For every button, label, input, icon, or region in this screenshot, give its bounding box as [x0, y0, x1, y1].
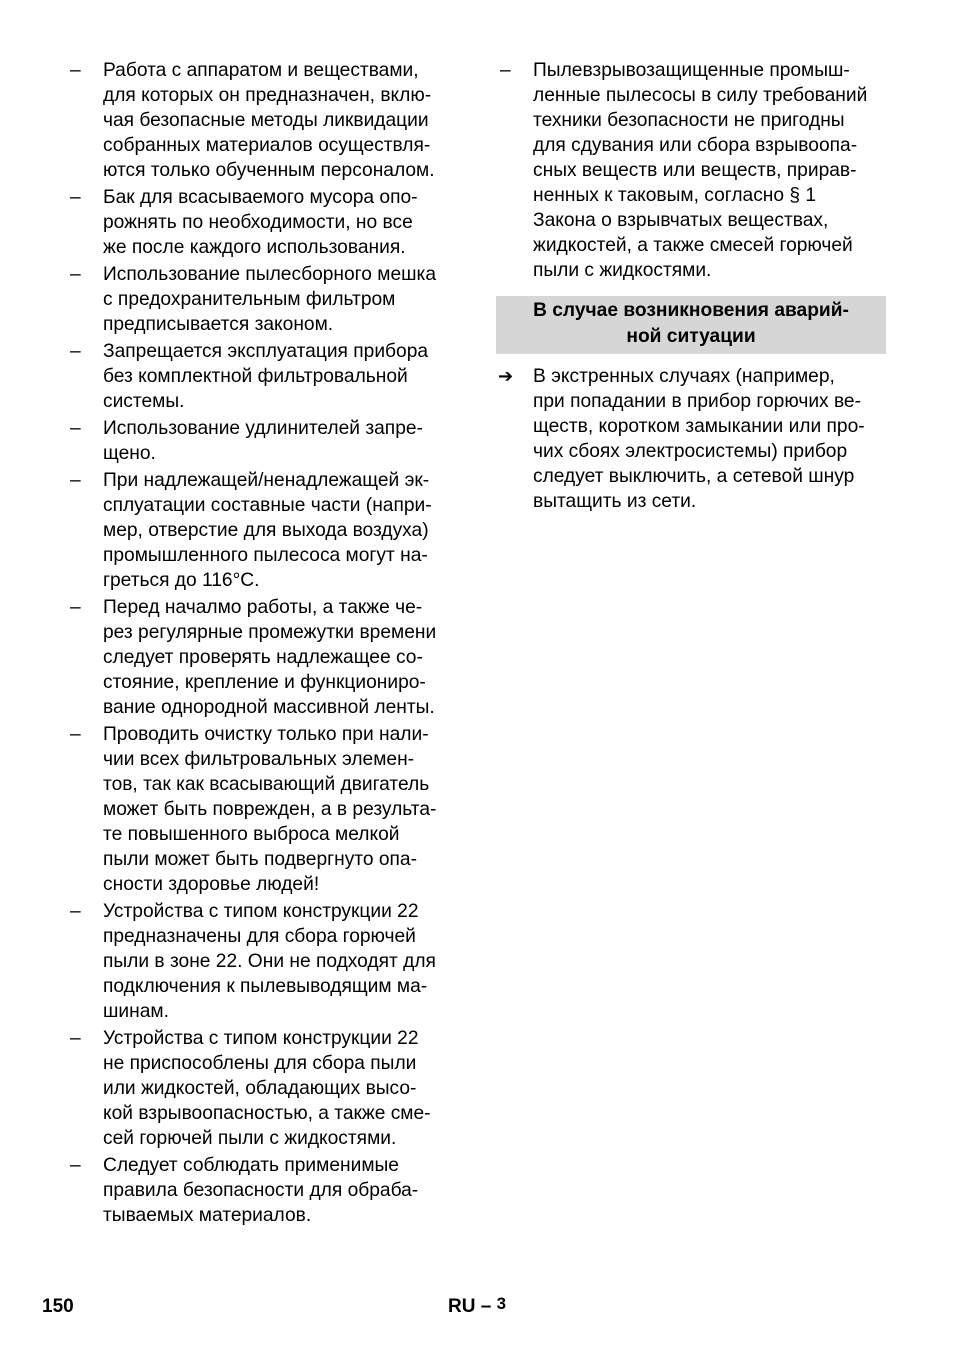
list-item [66, 468, 466, 593]
text-line: Закона о взрывчатых веществах, [533, 210, 829, 231]
text-line: греться до 116°C. [103, 570, 260, 591]
text-line: Пылевзрывозащищенные промыш- [533, 60, 850, 81]
text-line: Работа с аппаратом и веществами, [103, 60, 419, 81]
list-item [66, 416, 466, 466]
text-line: промышленного пылесоса могут на- [103, 545, 428, 566]
text-line: Бак для всасываемого мусора опо- [103, 187, 418, 208]
list-item-text [103, 722, 466, 897]
text-line: мер, отверстие для выхода воздуха) [103, 520, 429, 541]
instruction-item [496, 364, 888, 514]
list-item-text [103, 595, 466, 720]
text-line: собранных материалов осуществля- [103, 135, 431, 156]
text-line: не приспособлены для сбора пыли [103, 1053, 417, 1074]
dash-marker: – [70, 187, 81, 208]
text-line: ществ, коротком замыкании или про- [533, 416, 865, 437]
dash-marker: – [70, 60, 81, 81]
list-item-text [103, 58, 466, 183]
text-line: чих сбоях электросистемы) прибор [533, 441, 848, 462]
dash-marker: – [70, 341, 81, 362]
heading-line: В случае возникновения аварий- [533, 300, 849, 321]
text-line: Использование пылесборного мешка [103, 264, 436, 285]
list-item [66, 262, 466, 337]
list-item-text [103, 468, 466, 593]
section-heading [496, 296, 886, 354]
dash-marker: – [70, 1028, 81, 1049]
list-item-text [103, 1026, 466, 1151]
text-line: жидкостей, а также смесей горючей [533, 235, 853, 256]
list-item [66, 595, 466, 720]
list-item-text [533, 58, 888, 283]
text-line: вание однородной массивной ленты. [103, 697, 435, 718]
text-line: рожнять по необходимости, но все [103, 212, 413, 233]
text-line: сплуатации составные части (напри- [103, 495, 432, 516]
text-line: чии всех фильтровальных элемен- [103, 749, 415, 770]
text-line: или жидкостей, обладающих высо- [103, 1078, 417, 1099]
list-item [66, 899, 466, 1024]
text-line: сности здоровье людей! [103, 874, 320, 895]
text-line: техники безопасности не пригодны [533, 110, 845, 131]
section-page-number: 3 [496, 1294, 507, 1313]
section-page-label [448, 1296, 506, 1318]
right-column [496, 58, 888, 516]
text-line: Перед началмо работы, а также че- [103, 597, 423, 618]
arrow-right-icon: ➔ [498, 366, 514, 386]
list-item-text [103, 1153, 466, 1228]
text-line: Использование удлинителей запре- [103, 418, 423, 439]
list-item [66, 1026, 466, 1151]
text-line: ленные пылесосы в силу требований [533, 85, 868, 106]
text-line: системы. [103, 391, 185, 412]
list-item-text [103, 262, 466, 337]
instruction-text [533, 364, 888, 514]
text-line: ненных к таковым, согласно § 1 [533, 185, 817, 206]
text-line: пыли может быть подвергнуто опа- [103, 849, 417, 870]
dash-marker: – [70, 724, 81, 745]
dash-marker: – [70, 597, 81, 618]
page-number: 150 [42, 1296, 74, 1317]
text-line: Запрещается эксплуатация прибора [103, 341, 429, 362]
dash-marker: – [70, 901, 81, 922]
text-line: ются только обученным персоналом. [103, 160, 435, 181]
text-line: при попадании в прибор горючих ве- [533, 391, 861, 412]
text-line: Следует соблюдать применимые [103, 1155, 399, 1176]
text-line: для которых он предназначен, вклю- [103, 85, 432, 106]
text-line: кой взрывоопасностью, а также сме- [103, 1103, 431, 1124]
text-line: Устройства с типом конструкции 22 [103, 1028, 419, 1049]
text-line: для сдувания или сбора взрывоопа- [533, 135, 858, 156]
text-line: В экстренных случаях (например, [533, 366, 835, 387]
text-line: следует выключить, а сетевой шнур [533, 466, 855, 487]
left-column [66, 58, 466, 1230]
text-line: сных веществ или веществ, прирав- [533, 160, 857, 181]
dash-marker: – [70, 1155, 81, 1176]
list-item-text [103, 339, 466, 414]
text-line: шинам. [103, 1001, 169, 1022]
language-code: RU – [448, 1296, 492, 1317]
text-line: следует проверять надлежащее со- [103, 647, 423, 668]
text-line: щено. [103, 443, 156, 464]
text-line: чая безопасные методы ликвидации [103, 110, 429, 131]
text-line: подключения к пылевыводящим ма- [103, 976, 428, 997]
heading-line: ной ситуации [626, 326, 756, 347]
text-line: рез регулярные промежутки времени [103, 622, 437, 643]
list-item [66, 185, 466, 260]
dash-marker: – [70, 418, 81, 439]
text-line: Проводить очистку только при нали- [103, 724, 429, 745]
text-line: сей горючей пыли с жидкостями. [103, 1128, 397, 1149]
text-line: те повышенного выброса мелкой [103, 824, 400, 845]
dash-marker: – [500, 60, 511, 81]
text-line: При надлежащей/ненадлежащей эк- [103, 470, 430, 491]
text-line: Устройства с типом конструкции 22 [103, 901, 419, 922]
list-item [66, 339, 466, 414]
list-item-text [103, 416, 466, 466]
text-line: правила безопасности для обраба- [103, 1180, 419, 1201]
list-item-text [103, 899, 466, 1024]
text-line: с предохранительным фильтром [103, 289, 396, 310]
text-line: предписывается законом. [103, 314, 334, 335]
list-item [66, 58, 466, 183]
text-line: тов, так как всасывающий двигатель [103, 774, 430, 795]
text-line: же после каждого использования. [103, 237, 406, 258]
text-line: стояние, крепление и функциониро- [103, 672, 426, 693]
dash-marker: – [70, 264, 81, 285]
list-item [496, 58, 888, 283]
list-item [66, 1153, 466, 1228]
text-line: тываемых материалов. [103, 1205, 312, 1226]
text-line: пыли в зоне 22. Они не подходят для [103, 951, 436, 972]
text-line: без комплектной фильтровальной [103, 366, 408, 387]
dash-marker: – [70, 470, 81, 491]
list-item-text [103, 185, 466, 260]
text-line: вытащить из сети. [533, 491, 697, 512]
list-item [66, 722, 466, 897]
text-line: может быть поврежден, а в результа- [103, 799, 437, 820]
text-line: пыли с жидкостями. [533, 260, 712, 281]
text-line: предназначены для сбора горючей [103, 926, 416, 947]
